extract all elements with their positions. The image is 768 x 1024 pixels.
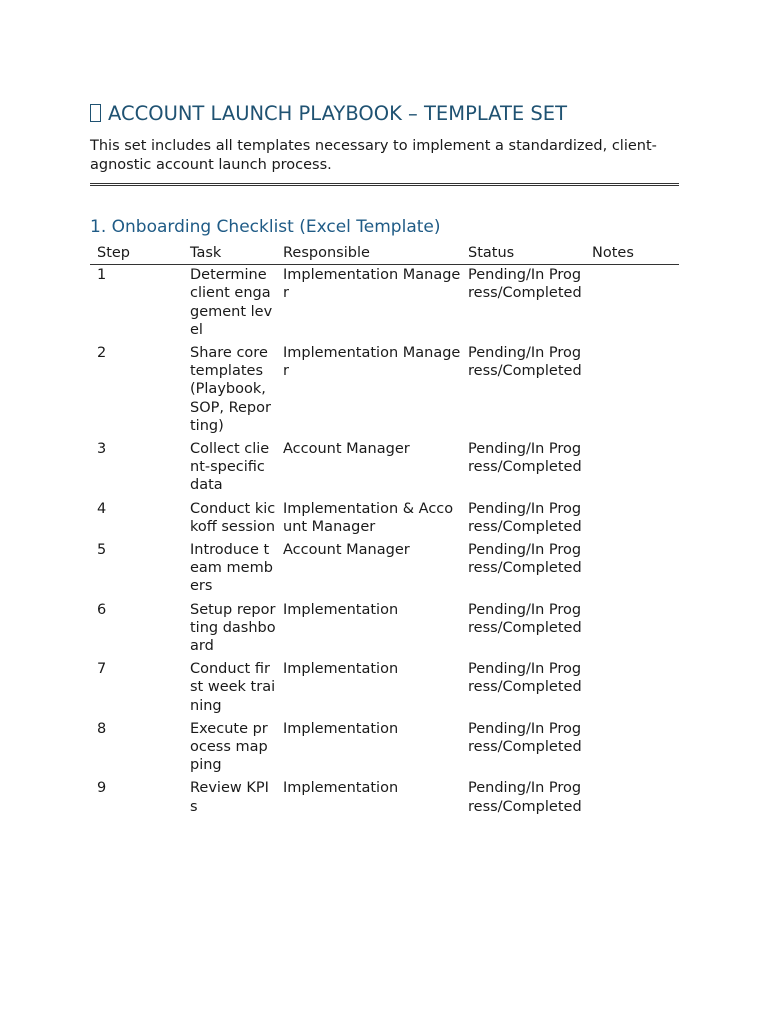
notes-cell [585,659,679,719]
notes-cell [585,600,679,660]
step-cell: 6 [97,601,107,618]
table-row [90,600,679,660]
table-header-row [90,244,679,265]
task-cell: Conduct first week training [190,661,276,714]
notes-cell [585,778,679,819]
task-cell: Share core templates (Playbook, SOP, Reporting) [190,345,271,434]
responsible-cell: Implementation [283,601,399,618]
task-cell: Setup reporting dashboard [190,601,276,655]
step-cell: 7 [97,661,107,678]
task-cell: Conduct kickoff session [190,500,276,535]
page-title-text: ACCOUNT LAUNCH PLAYBOOK – TEMPLATE SET [108,102,568,125]
status-cell: Pending/In Progress/Completed [468,267,582,302]
column-header-responsible: Responsible [276,244,461,265]
table-row [90,499,679,540]
step-cell: 2 [97,345,107,362]
task-cell: Determine client engagement level [190,267,273,338]
column-header-notes: Notes [585,244,679,265]
document-page [90,100,679,820]
responsible-cell: Implementation Manager [283,267,461,302]
step-cell: 9 [97,780,107,797]
table-row [90,265,679,343]
notes-cell [585,439,679,499]
intro-paragraph: This set includes all templates necessary to implement a standardized, client-agnostic account launch process. [90,138,657,173]
table-row [90,540,679,600]
table-row [90,719,679,779]
responsible-cell: Implementation [283,661,399,678]
responsible-cell: Implementation & Account Manager [283,500,454,535]
notes-cell [585,719,679,779]
responsible-cell: Account Manager [283,542,410,559]
status-cell: Pending/In Progress/Completed [468,441,582,476]
step-cell: 3 [97,441,107,458]
step-cell: 4 [97,500,107,517]
notes-cell [585,499,679,540]
column-header-status: Status [461,244,585,265]
status-cell: Pending/In Progress/Completed [468,720,582,756]
table-row [90,659,679,719]
table-row [90,343,679,439]
status-cell: Pending/In Progress/Completed [468,780,582,815]
task-cell: Review KPIs [190,780,269,815]
responsible-cell: Implementation [283,720,399,737]
task-cell: Introduce team members [190,542,273,595]
task-cell: Collect client-specific data [190,441,270,494]
status-cell: Pending/In Progress/Completed [468,500,582,535]
step-cell: 5 [97,542,107,559]
status-cell: Pending/In Progress/Completed [468,345,582,380]
responsible-cell: Account Manager [283,441,410,458]
column-header-step: Step [90,244,183,265]
notes-cell [585,343,679,439]
step-cell: 1 [97,267,107,284]
responsible-cell: Implementation [283,780,399,797]
notes-cell [585,540,679,600]
column-header-task: Task [183,244,276,265]
step-cell: 8 [97,720,107,737]
page-title [90,100,679,128]
status-cell: Pending/In Progress/Completed [468,601,582,636]
notes-cell [585,265,679,343]
document-icon [90,104,101,122]
section-heading: 1. Onboarding Checklist (Excel Template) [90,217,441,237]
responsible-cell: Implementation Manager [283,345,461,380]
table-row [90,439,679,499]
status-cell: Pending/In Progress/Completed [468,661,582,696]
section-divider [90,183,679,186]
onboarding-checklist-table [90,244,679,820]
task-cell: Execute process mapping [190,720,268,774]
status-cell: Pending/In Progress/Completed [468,542,582,577]
table-row [90,778,679,819]
